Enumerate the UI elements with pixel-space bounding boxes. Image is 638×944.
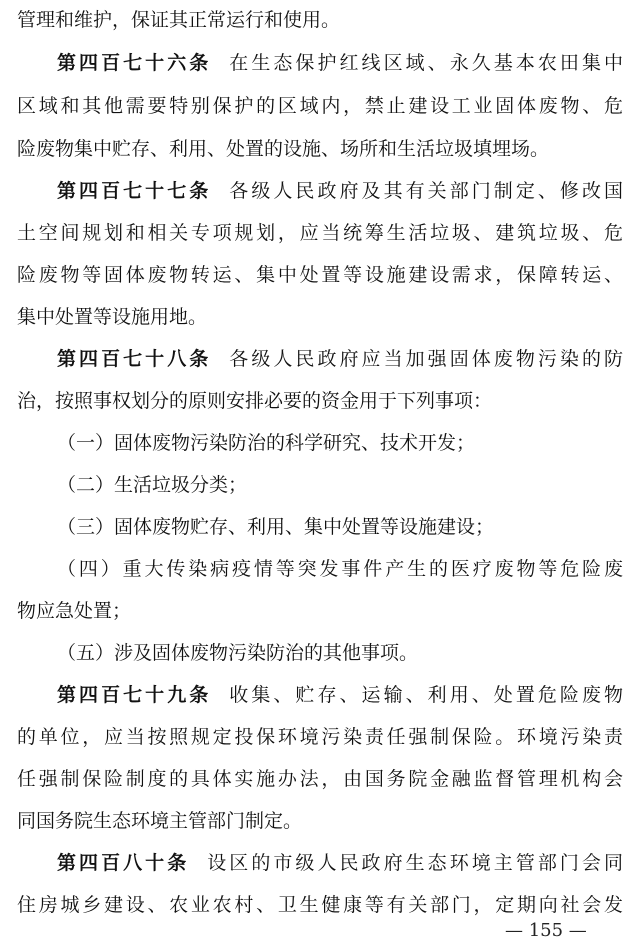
text-line: 住房城乡建设、农业农村、卫生健康等有关部门，定期向社会发 <box>17 894 623 916</box>
list-item: （二）生活垃圾分类； <box>57 474 248 496</box>
text-line: 集中处置等设施用地。 <box>17 306 208 328</box>
text-line: 土空间规划和相关专项规划，应当统筹生活垃圾、建筑垃圾、危 <box>17 222 623 244</box>
list-item: （四）重大传染病疫情等突发事件产生的医疗废物等危险废 <box>57 558 623 580</box>
article-480-first-line <box>57 850 623 876</box>
text-line: 各级人民政府及其有关部门制定、修改国 <box>229 180 623 202</box>
article-number: 第四百八十条 <box>57 852 190 874</box>
text-line: 区域和其他需要特别保护的区域内，禁止建设工业固体废物、危 <box>17 95 623 117</box>
article-477-first-line <box>57 178 623 204</box>
list-item: （一）固体废物污染防治的科学研究、技术开发； <box>57 432 476 454</box>
page-number: — 155 — <box>505 920 587 941</box>
text-line: 同国务院生态环境主管部门制定。 <box>17 810 303 832</box>
article-number: 第四百七十八条 <box>57 348 212 370</box>
text-line: 治，按照事权划分的原则安排必要的资金用于下列事项： <box>17 390 493 412</box>
article-478-first-line <box>57 346 623 372</box>
list-item: （五）涉及固体废物污染防治的其他事项。 <box>57 642 419 664</box>
article-number: 第四百七十九条 <box>57 684 212 706</box>
text-line: 险废物集中贮存、利用、处置的设施、场所和生活垃圾填埋场。 <box>17 138 550 160</box>
text-line: 收集、贮存、运输、利用、处置危险废物 <box>229 684 623 706</box>
article-number: 第四百七十七条 <box>57 180 212 202</box>
article-476-first-line <box>57 50 623 76</box>
article-479-first-line <box>57 682 623 708</box>
list-item: （三）固体废物贮存、利用、集中处置等设施建设； <box>57 516 495 538</box>
article-number: 第四百七十六条 <box>57 52 212 74</box>
text-line: 险废物等固体废物转运、集中处置等设施建设需求，保障转运、 <box>17 264 623 286</box>
text-line: 任强制保险制度的具体实施办法，由国务院金融监督管理机构会 <box>17 768 623 790</box>
list-item-continuation: 物应急处置； <box>17 600 132 622</box>
text-line: 的单位，应当按照规定投保环境污染责任强制保险。环境污染责 <box>17 726 623 748</box>
text-line: 在生态保护红线区域、永久基本农田集中 <box>229 52 623 74</box>
text-line: 管理和维护，保证其正常运行和使用。 <box>17 9 341 31</box>
text-line: 设区的市级人民政府生态环境主管部门会同 <box>207 852 623 874</box>
text-line: 各级人民政府应当加强固体废物污染的防 <box>229 348 623 370</box>
